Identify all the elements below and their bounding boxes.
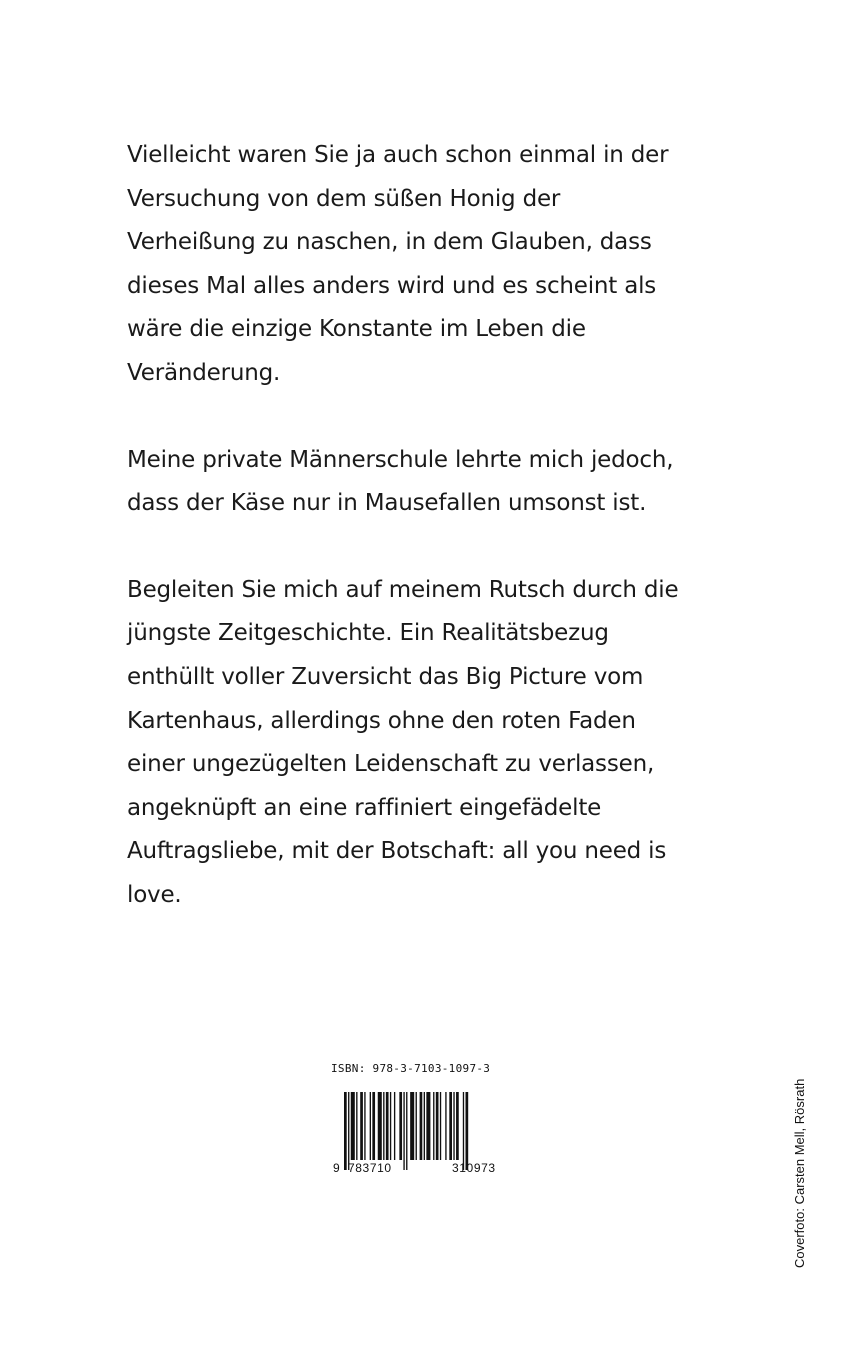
isbn-label: ISBN: 978-3-7103-1097-3 [331,1062,491,1075]
barcode-bar [351,1092,355,1160]
blurb-paragraph-3 [127,569,727,918]
barcode-bar [386,1092,389,1160]
barcode-right-group: 310973 [452,1161,496,1175]
barcode-bar [420,1092,423,1160]
blurb-line: enthüllt voller Zuversicht das Big Picture vom [127,663,644,690]
blurb-line: Vielleicht waren Sie ja auch schon einmal in der [127,142,669,168]
blurb-line: Verheißung zu naschen, in dem Glauben, dass [127,229,652,256]
barcode-bar [394,1092,395,1160]
blurb-line: angeknüpft an eine raffiniert eingefädelte [127,794,602,821]
barcode-bar [449,1092,452,1160]
blurb-line: einer ungezügelten Leidenschaft zu verlassen, [127,751,655,778]
back-cover-blurb [127,134,727,961]
barcode-bar [360,1092,363,1160]
barcode-bar [364,1092,365,1160]
barcode-bar [410,1092,414,1160]
barcode-bar [436,1092,439,1160]
barcode-bar [399,1092,402,1160]
barcode-bar [445,1092,446,1160]
barcode-bar [424,1092,425,1160]
barcode-bar [440,1092,441,1160]
barcode-bar [416,1092,417,1160]
blurb-line: dass der Käse nur in Mausefallen umsonst ist. [127,490,647,517]
barcode-icon [330,1086,520,1174]
barcode-bar [390,1092,391,1160]
blurb-line: dieses Mal alles anders wird und es scheint als [127,272,657,299]
barcode-bar [348,1092,349,1170]
barcode-bar [372,1092,375,1160]
blurb-line: wäre die einzige Konstante im Leben die [127,316,586,343]
barcode-bar [453,1092,454,1160]
barcode-bar [370,1092,371,1160]
barcode-left-group: 783710 [348,1161,392,1175]
isbn-barcode-block [330,1062,530,1174]
barcode-bar [406,1092,407,1170]
barcode-bar [433,1092,434,1160]
blurb-line: Veränderung. [127,359,281,386]
barcode-bar [378,1092,382,1160]
blurb-paragraph-2 [127,439,727,526]
barcode-bar [463,1092,464,1170]
barcode-bar [426,1092,430,1160]
blurb-line: Meine private Männerschule lehrte mich jedoch, [127,446,674,473]
barcode-bar [466,1092,469,1170]
blurb-line: jüngste Zeitgeschichte. Ein Realitätsbezug [127,620,609,647]
blurb-line: Auftragsliebe, mit der Botschaft: all you need is [127,838,667,865]
barcode-first-digit: 9 [333,1161,340,1175]
blurb-line: Kartenhaus, allerdings ohne den roten Faden [127,707,636,734]
barcode-bar [383,1092,384,1160]
barcode-bar [403,1092,404,1170]
barcode-bar [456,1092,459,1160]
blurb-line: Versuchung von dem süßen Honig der [127,185,561,212]
blurb-line: Begleiten Sie mich auf meinem Rutsch durch die [127,576,679,603]
barcode-bar [356,1092,357,1160]
barcode-bar [344,1092,347,1170]
blurb-line: love. [127,881,182,908]
cover-photo-credit: Coverfoto: Carsten Mell, Rösrath [792,1078,807,1268]
blurb-paragraph-1 [127,134,727,396]
